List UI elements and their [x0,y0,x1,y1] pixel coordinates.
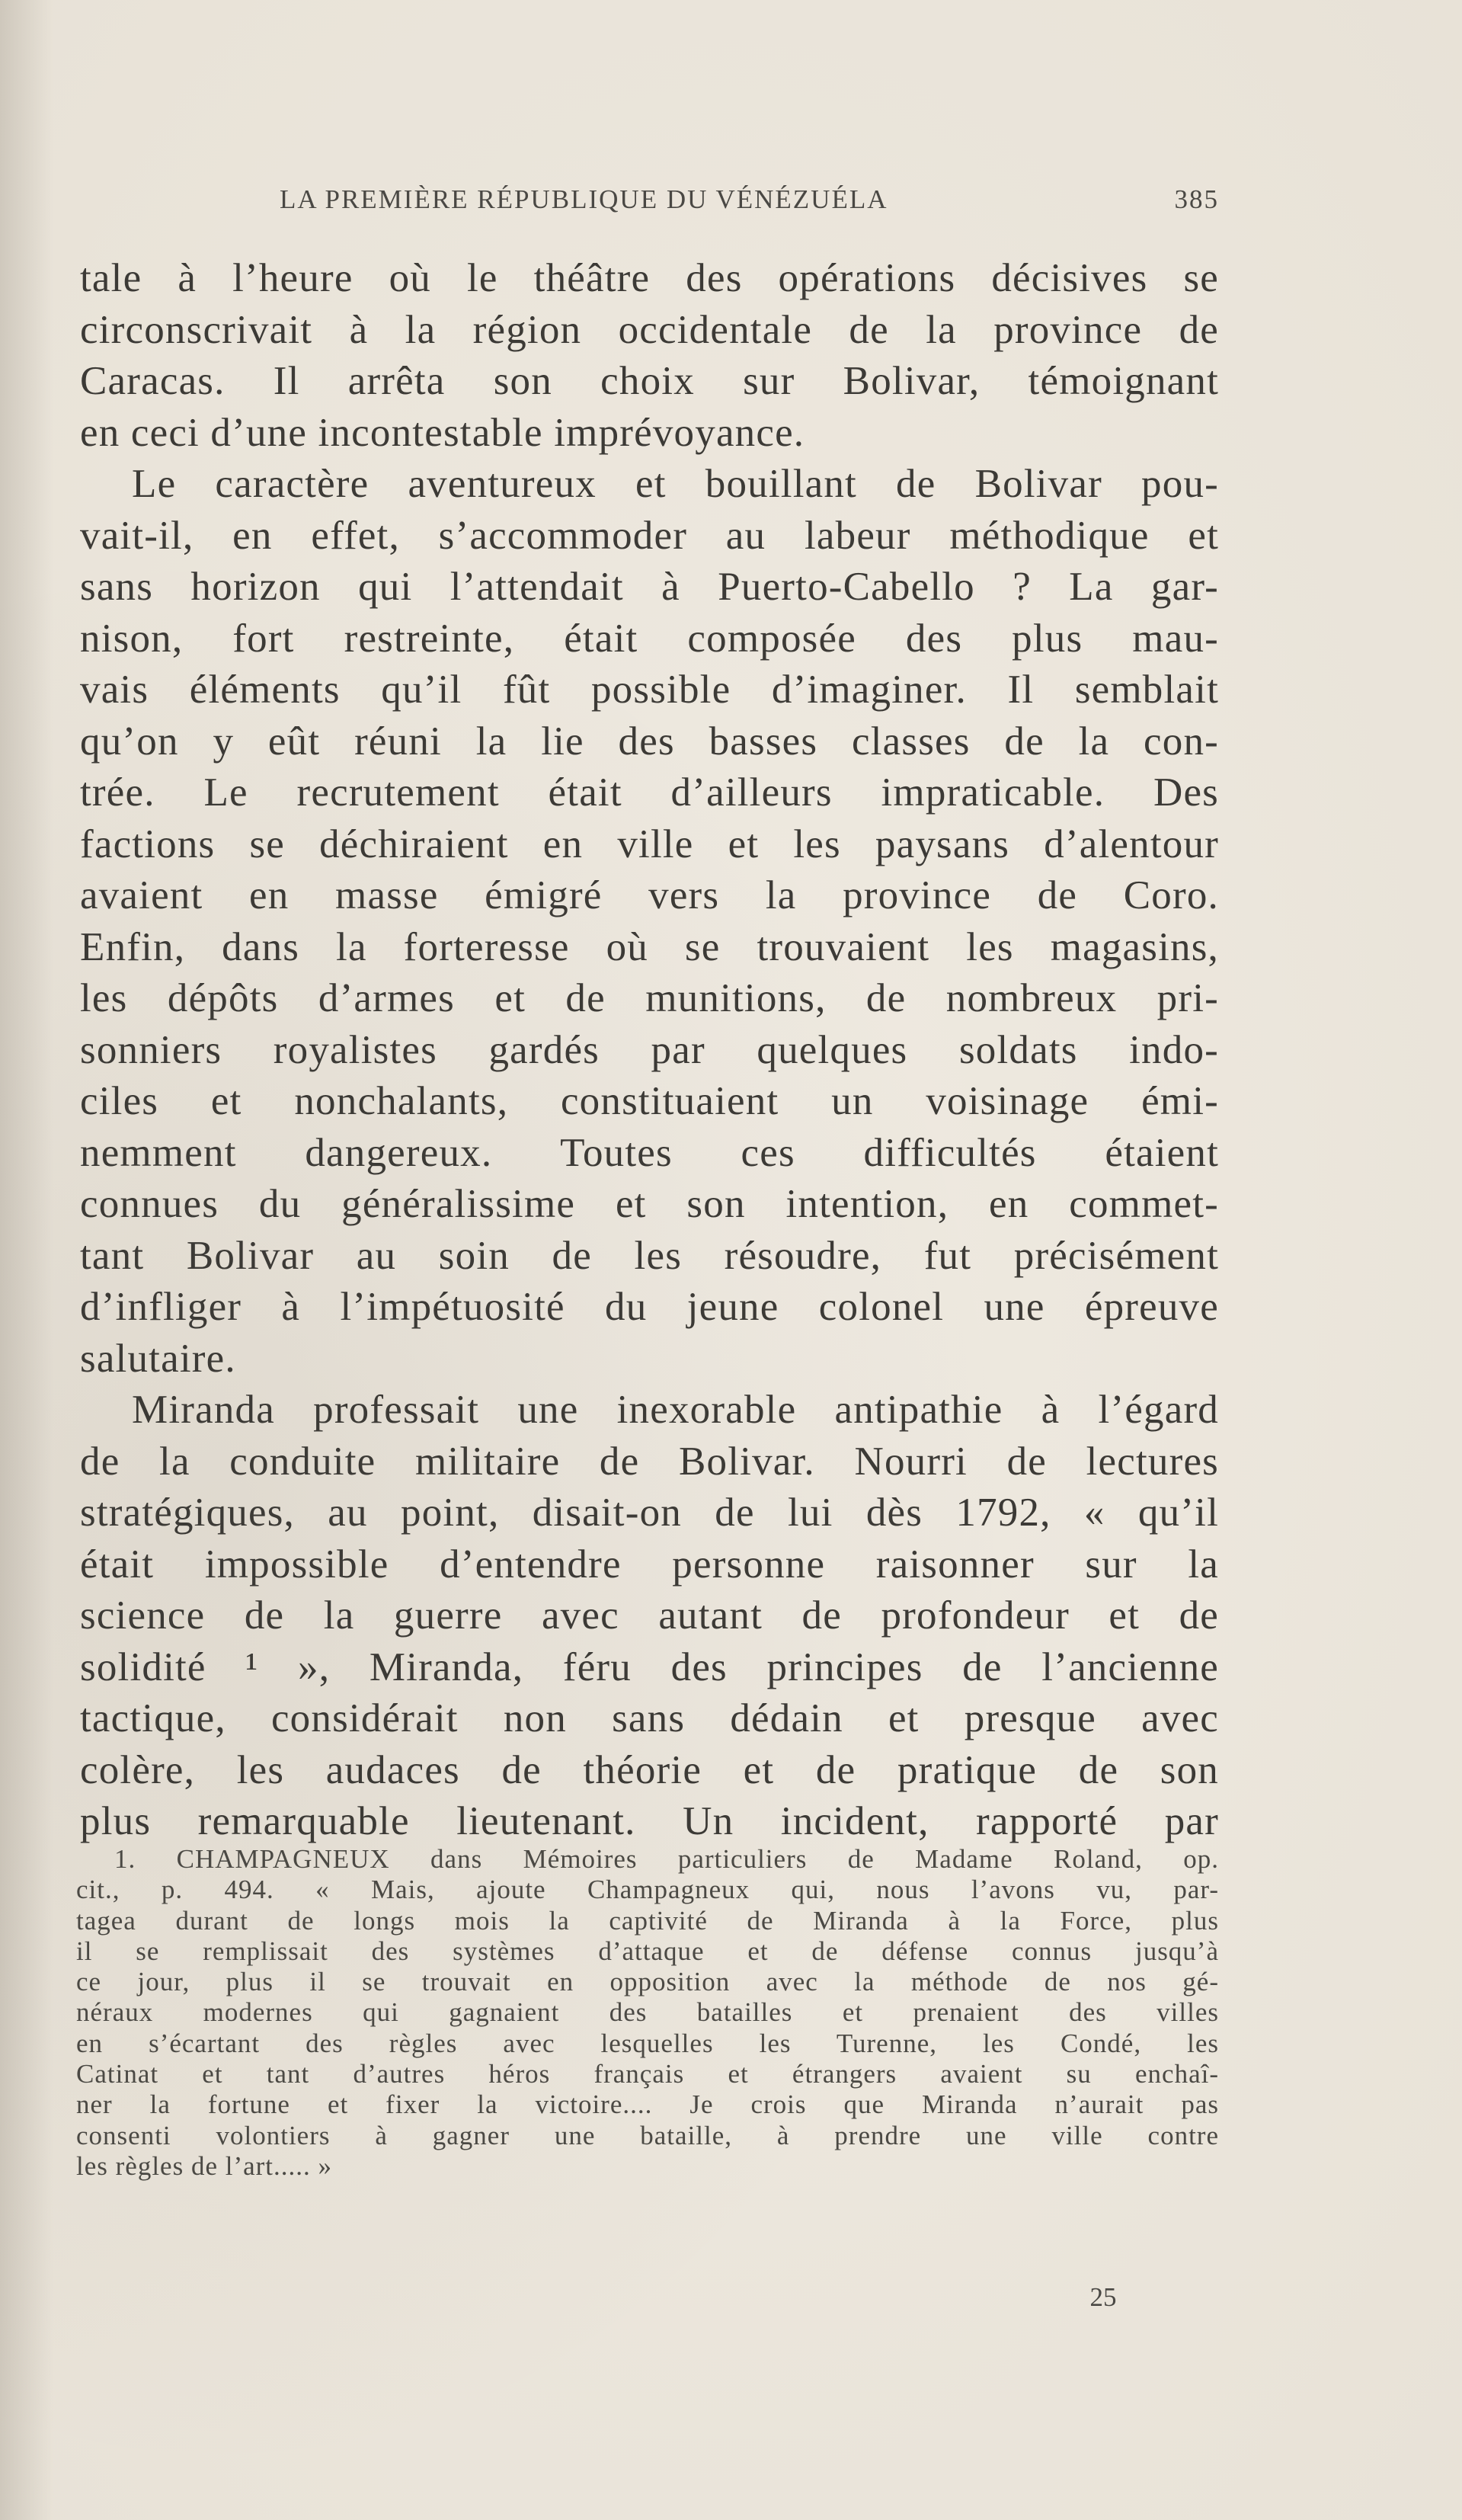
gutter-shadow [0,0,53,2520]
footnotes [76,1844,1219,2182]
text-line: avaient en masse émigré vers la province de Coro. [80,873,1219,917]
text-line: Enfin, dans la forteresse où se trouvaient les magasins, [80,924,1219,969]
text-line: tactique, considérait non sans dédain et presque avec [80,1696,1219,1740]
text-line: factions se déchiraient en ville et les paysans d’alentour [80,821,1219,866]
text-line: les dépôts d’armes et de munitions, de nombreux pri- [80,976,1219,1020]
running-header [80,184,1219,230]
text-line: salutaire. [80,1336,236,1381]
text-line: vait-il, en effet, s’accommoder au labeur méthodique et [80,513,1219,558]
text-line: ciles et nonchalants, constituaient un voisinage émi- [80,1079,1219,1123]
footnote-line: Catinat et tant d’autres héros français et étrangers avaient su enchaî- [76,2059,1219,2089]
footnote-line: en s’écartant des règles avec lesquelles les Turenne, les Condé, les [76,2028,1219,2058]
text-line: trée. Le recrutement était d’ailleurs impraticable. Des [80,770,1219,815]
text-line: d’infliger à l’impétuosité du jeune colonel une épreuve [80,1285,1219,1329]
text-line: science de la guerre avec autant de profondeur et de [80,1593,1219,1638]
footnote-line: ner la fortune et fixer la victoire.... Je crois que Miranda n’aurait pas [76,2089,1219,2120]
text-line: tant Bolivar au soin de les résoudre, fut précisément [80,1233,1219,1278]
text-line: tale à l’heure où le théâtre des opérations décisives se [80,256,1219,300]
text-line: colère, les audaces de théorie et de pratique de son [80,1747,1219,1792]
text-line: nison, fort restreinte, était composée des plus mau- [80,616,1219,661]
text-line: plus remarquable lieutenant. Un incident, rapporté par [80,1799,1219,1843]
footnote-line: 1. CHAMPAGNEUX dans Mémoires particuliers de Madame Roland, op. [114,1844,1219,1874]
footnote-line: les règles de l’art..... » [76,2150,333,2181]
footnote-line: ce jour, plus il se trouvait en opposition avec la méthode de nos gé- [76,1967,1219,1997]
text-line: Caracas. Il arrêta son choix sur Bolivar, témoignant [80,359,1219,403]
text-line: solidité ¹ », Miranda, féru des principes de l’ancienne [80,1644,1219,1689]
footnote-line: néraux modernes qui gagnaient des batailles et prenaient des villes [76,1997,1219,2028]
text-line: circonscrivait à la région occidentale de la province de [80,307,1219,352]
text-line: de la conduite militaire de Bolivar. Nourri de lectures [80,1439,1219,1484]
text-line: était impossible d’entendre personne raisonner sur la [80,1542,1219,1587]
text-line: qu’on y eût réuni la lie des basses classes de la con- [80,719,1219,764]
running-title: LA PREMIÈRE RÉPUBLIQUE DU VÉNÉZUÉLA [280,184,888,214]
page-number: 385 [1174,184,1219,214]
text-line: sonniers royalistes gardés par quelques soldats indo- [80,1027,1219,1072]
text-line: Miranda professait une inexorable antipathie à l’égard [132,1388,1219,1432]
text-line: Le caractère aventureux et bouillant de Bolivar pou- [132,462,1219,506]
signature-mark: 25 [1089,2282,1117,2312]
body-text [80,253,1219,1848]
text-line: nemment dangereux. Toutes ces difficultés étaient [80,1130,1219,1175]
text-line: connues du généralissime et son intention, en commet- [80,1182,1219,1226]
footnote-line: consenti volontiers à gagner une bataille, à prendre une ville contre [76,2120,1219,2150]
footnote-line: tagea durant de longs mois la captivité de Miranda à la Force, plus [76,1905,1219,1936]
text-line: en ceci d’une incontestable imprévoyance. [80,410,805,455]
footnote-line: il se remplissait des systèmes d’attaque et de défense connus jusqu’à [76,1936,1219,1966]
text-line: stratégiques, au point, disait-on de lui dès 1792, « qu’il [80,1491,1219,1535]
text-line: vais éléments qu’il fût possible d’imaginer. Il semblait [80,668,1219,712]
text-line: sans horizon qui l’attendait à Puerto-Cabello ? La gar- [80,565,1219,609]
footnote-line: cit., p. 494. « Mais, ajoute Champagneux qui, nous l’avons vu, par- [76,1875,1219,1905]
